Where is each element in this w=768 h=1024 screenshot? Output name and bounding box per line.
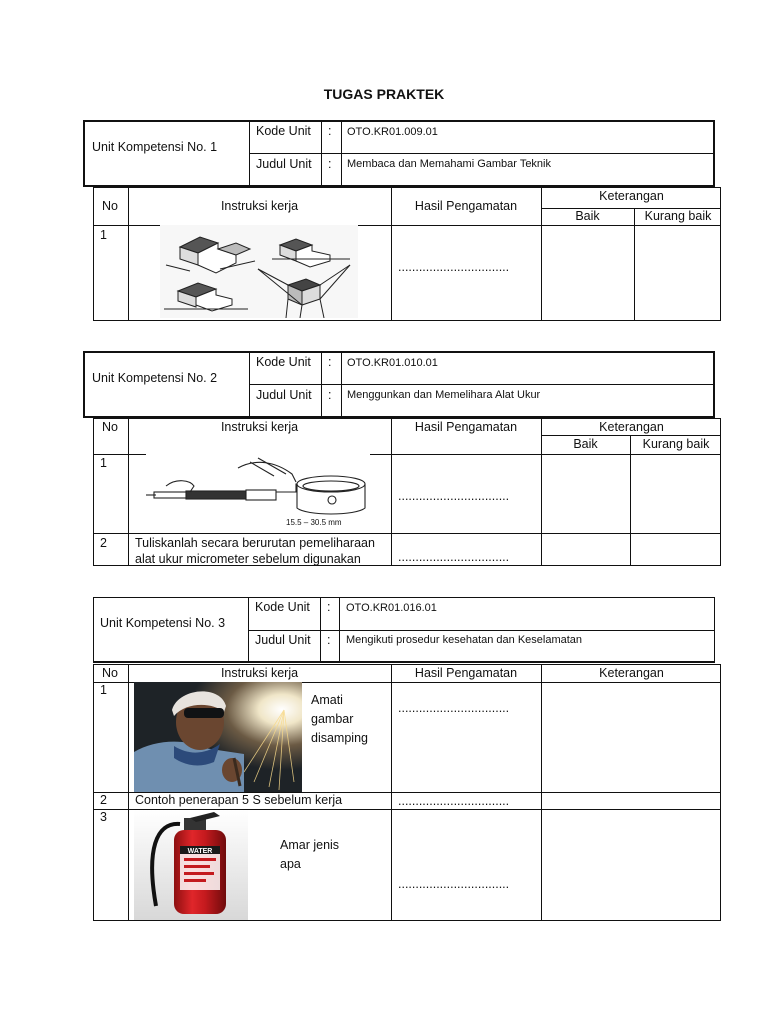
unit3-row2-answer: ................................ <box>398 794 510 808</box>
unit3-judul-colon: : <box>327 633 331 647</box>
unit3-row1-answer: ................................ <box>398 701 510 715</box>
unit3-row3-caption-line1: Amar jenis <box>280 838 340 852</box>
unit2-judul-value: Menggunkan dan Memelihara Alat Ukur <box>347 389 541 401</box>
unit2-kode-value: OTO.KR01.010.01 <box>347 357 438 369</box>
unit2-row2-instruction <box>135 535 375 567</box>
unit2-header-table <box>83 351 715 418</box>
unit1-judul-value: Membaca dan Memahami Gambar Teknik <box>347 158 551 170</box>
unit2-col-baik: Baik <box>573 437 598 451</box>
unit3-row1-caption-line1: Amati <box>311 693 343 707</box>
unit1-kode-label: Kode Unit <box>256 124 311 138</box>
unit2-judul-colon: : <box>328 388 332 402</box>
unit1-col-keterangan: Keterangan <box>599 189 664 203</box>
unit2-label: Unit Kompetensi No. 2 <box>92 371 218 385</box>
welder-photo <box>134 682 302 792</box>
fire-extinguisher-photo <box>134 810 248 920</box>
unit1-label: Unit Kompetensi No. 1 <box>92 140 218 154</box>
unit2-row2-text-line2: alat ukur micrometer sebelum digunakan <box>135 552 361 566</box>
unit2-kode-colon: : <box>328 355 332 369</box>
unit1-judul-label: Judul Unit <box>256 157 312 171</box>
unit3-row1-caption-line2: gambar <box>311 712 354 726</box>
extinguisher-label: WATER <box>187 848 213 855</box>
unit1-col-kurang: Kurang baik <box>644 209 712 223</box>
unit3-judul-value: Mengikuti prosedur kesehatan dan Keselamatan <box>346 634 583 646</box>
unit2-row1-answer: ................................ <box>398 489 510 503</box>
unit3-row1-caption-line3: disamping <box>311 731 368 745</box>
unit2-row2-answer: ................................ <box>398 550 510 564</box>
unit2-col-instruksi: Instruksi kerja <box>220 420 299 434</box>
unit3-col-keterangan: Keterangan <box>599 666 664 680</box>
unit1-row1-answer: ................................ <box>398 260 510 274</box>
unit1-kode-colon: : <box>328 124 332 138</box>
unit3-row1-no: 1 <box>100 683 107 697</box>
unit2-col-kurang: Kurang baik <box>642 437 710 451</box>
unit3-header-table <box>93 597 715 663</box>
unit3-col-no: No <box>102 666 118 680</box>
unit3-judul-label: Judul Unit <box>255 633 311 647</box>
unit3-row3-answer: ................................ <box>398 877 510 891</box>
isometric-drawings-image <box>160 225 358 318</box>
unit2-col-hasil: Hasil Pengamatan <box>414 420 518 434</box>
unit3-kode-colon: : <box>327 600 331 614</box>
unit3-kode-label: Kode Unit <box>255 600 310 614</box>
unit1-col-instruksi: Instruksi kerja <box>220 199 299 213</box>
unit3-row3-caption <box>280 836 339 874</box>
unit3-col-instruksi: Instruksi kerja <box>220 666 299 680</box>
unit1-kode-value: OTO.KR01.009.01 <box>347 126 438 138</box>
unit3-row2-no: 2 <box>100 793 107 807</box>
unit2-judul-label: Judul Unit <box>256 388 312 402</box>
unit1-col-hasil: Hasil Pengamatan <box>414 199 518 213</box>
unit2-col-no: No <box>102 420 118 434</box>
unit3-row1-caption <box>311 691 368 748</box>
page-title: TUGAS PRAKTEK <box>323 86 445 102</box>
unit2-row2-no: 2 <box>100 536 107 550</box>
unit3-row3-no: 3 <box>100 810 107 824</box>
unit1-header-table <box>83 120 715 187</box>
unit1-col-no: No <box>102 199 118 213</box>
unit2-row1-no: 1 <box>100 456 107 470</box>
unit2-kode-label: Kode Unit <box>256 355 311 369</box>
unit3-label: Unit Kompetensi No. 3 <box>100 616 226 630</box>
unit3-row3-caption-line2: apa <box>280 857 301 871</box>
unit2-col-keterangan: Keterangan <box>599 420 664 434</box>
unit3-col-hasil: Hasil Pengamatan <box>414 666 518 680</box>
unit1-row1-no: 1 <box>100 228 107 242</box>
micrometer-scale-text: 15.5 – 30.5 mm <box>286 518 342 527</box>
unit3-row2-instruction: Contoh penerapan 5 S sebelum kerja <box>135 793 343 807</box>
micrometer-image <box>146 452 370 531</box>
unit2-row2-text-line1: Tuliskanlah secara berurutan pemeliharaan <box>135 536 375 550</box>
unit1-col-baik: Baik <box>575 209 600 223</box>
unit3-kode-value: OTO.KR01.016.01 <box>346 602 437 614</box>
unit1-judul-colon: : <box>328 157 332 171</box>
